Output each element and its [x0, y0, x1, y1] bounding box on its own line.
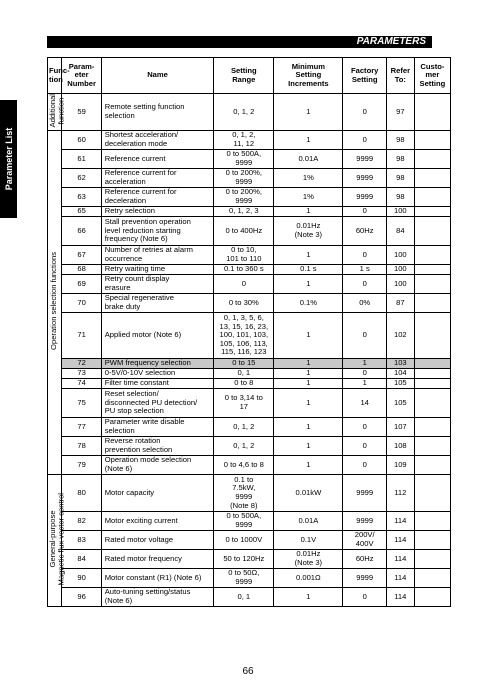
customer-setting — [414, 130, 450, 149]
factory-setting: 9999 — [343, 187, 386, 206]
param-number: 62 — [62, 168, 101, 187]
factory-setting: 0 — [343, 274, 386, 293]
refer-to: 98 — [386, 187, 414, 206]
table-row — [48, 130, 451, 149]
customer-setting — [414, 587, 450, 606]
param-number: 79 — [62, 455, 101, 474]
param-name: Rated motor voltage — [101, 530, 214, 549]
min-increment: 1 — [274, 130, 343, 149]
refer-to: 107 — [386, 417, 414, 436]
customer-setting — [414, 312, 450, 358]
factory-setting: 0 — [343, 245, 386, 264]
param-number: 74 — [62, 378, 101, 388]
factory-setting: 0 — [343, 417, 386, 436]
refer-to: 109 — [386, 455, 414, 474]
table-row — [48, 511, 451, 530]
param-name: Applied motor (Note 6) — [101, 312, 214, 358]
table-row — [48, 168, 451, 187]
col-customer-setting: Custo- mer Setting — [414, 58, 450, 94]
setting-range: 0 — [214, 274, 274, 293]
min-increment: 1 — [274, 455, 343, 474]
param-name: Motor exciting current — [101, 511, 214, 530]
refer-to: 114 — [386, 511, 414, 530]
param-name: PWM frequency selection — [101, 358, 214, 368]
setting-range: 0 to 10, 101 to 110 — [214, 245, 274, 264]
customer-setting — [414, 474, 450, 511]
customer-setting — [414, 378, 450, 388]
min-increment: 0.1V — [274, 530, 343, 549]
table-row — [48, 206, 451, 216]
group-operation-selection — [48, 130, 62, 474]
parameter-table — [47, 57, 451, 607]
param-name: Reference current for deceleration — [101, 187, 214, 206]
table-row — [48, 388, 451, 417]
min-increment: 1 — [274, 378, 343, 388]
factory-setting: 9999 — [343, 474, 386, 511]
param-number: 66 — [62, 216, 101, 245]
col-function: Func- tion — [48, 58, 62, 94]
customer-setting — [414, 368, 450, 378]
table-row — [48, 187, 451, 206]
col-name: Name — [101, 58, 214, 94]
param-number: 84 — [62, 549, 101, 568]
group-additional-function — [48, 94, 66, 131]
factory-setting: 14 — [343, 388, 386, 417]
refer-to: 105 — [386, 378, 414, 388]
param-name: Reset selection/ disconnected PU detection/ PU stop selection — [101, 388, 214, 417]
param-name: Reference current — [101, 149, 214, 168]
min-increment: 1 — [274, 312, 343, 358]
setting-range: 0, 1, 2, 3 — [214, 206, 274, 216]
section-header-bar — [47, 36, 432, 48]
table-row — [48, 149, 451, 168]
refer-to: 105 — [386, 388, 414, 417]
factory-setting: 0 — [343, 436, 386, 455]
factory-setting: 0 — [343, 587, 386, 606]
param-number: 61 — [62, 149, 101, 168]
refer-to: 100 — [386, 274, 414, 293]
setting-range: 0, 1, 2 — [214, 436, 274, 455]
param-name: Shortest acceleration/ deceleration mode — [101, 130, 214, 149]
customer-setting — [414, 94, 450, 131]
factory-setting: 9999 — [343, 149, 386, 168]
setting-range: 0, 1, 2 — [214, 94, 274, 131]
customer-setting — [414, 511, 450, 530]
refer-to: 98 — [386, 149, 414, 168]
param-name: Retry count display erasure — [101, 274, 214, 293]
refer-to: 114 — [386, 530, 414, 549]
setting-range: 0 to 8 — [214, 378, 274, 388]
table-row — [48, 436, 451, 455]
setting-range: 0.1 to 360 s — [214, 264, 274, 274]
side-tab-label: Parameter List — [3, 127, 14, 191]
factory-setting: 60Hz — [343, 216, 386, 245]
min-increment: 1 — [274, 274, 343, 293]
table-row — [48, 216, 451, 245]
param-number: 68 — [62, 264, 101, 274]
customer-setting — [414, 530, 450, 549]
param-name: Motor constant (R1) (Note 6) — [101, 568, 214, 587]
customer-setting — [414, 149, 450, 168]
min-increment: 1 — [274, 94, 343, 131]
refer-to: 102 — [386, 312, 414, 358]
table-row — [48, 368, 451, 378]
table-row — [48, 358, 451, 368]
table-row — [48, 568, 451, 587]
customer-setting — [414, 245, 450, 264]
factory-setting: 9999 — [343, 568, 386, 587]
setting-range: 0, 1 — [214, 587, 274, 606]
param-number: 67 — [62, 245, 101, 264]
table-row — [48, 417, 451, 436]
param-name: Reverse rotation prevention selection — [101, 436, 214, 455]
table-row — [48, 293, 451, 312]
refer-to: 87 — [386, 293, 414, 312]
customer-setting — [414, 206, 450, 216]
min-increment: 0.1% — [274, 293, 343, 312]
table-row — [48, 455, 451, 474]
min-increment: 1% — [274, 187, 343, 206]
setting-range: 50 to 120Hz — [214, 549, 274, 568]
customer-setting — [414, 388, 450, 417]
refer-to: 84 — [386, 216, 414, 245]
param-number: 96 — [62, 587, 101, 606]
table-row — [48, 264, 451, 274]
factory-setting: 0 — [343, 94, 386, 131]
param-name: Number of retries at alarm occurrence — [101, 245, 214, 264]
param-number: 83 — [62, 530, 101, 549]
table-row — [48, 312, 451, 358]
setting-range: 0 to 200%, 9999 — [214, 168, 274, 187]
refer-to: 103 — [386, 358, 414, 368]
param-number: 77 — [62, 417, 101, 436]
param-number: 90 — [62, 568, 101, 587]
setting-range: 0 to 50Ω, 9999 — [214, 568, 274, 587]
setting-range: 0 to 15 — [214, 358, 274, 368]
group-general-purpose-label: General-purpose Magnetic flux vector control — [48, 492, 66, 586]
customer-setting — [414, 293, 450, 312]
table-row — [48, 245, 451, 264]
min-increment: 0.01A — [274, 149, 343, 168]
factory-setting: 0 — [343, 312, 386, 358]
customer-setting — [414, 436, 450, 455]
setting-range: 0 to 500A, 9999 — [214, 149, 274, 168]
min-increment: 1 — [274, 368, 343, 378]
param-name: Auto-tuning setting/status (Note 6) — [101, 587, 214, 606]
setting-range: 0, 1, 3, 5, 6, 13, 15, 16, 23, 100, 101, 103, 105, 106, 113, 115, 116, 123 — [214, 312, 274, 358]
setting-range: 0, 1 — [214, 368, 274, 378]
min-increment: 1 — [274, 436, 343, 455]
table-row — [48, 474, 451, 511]
page-number: 66 — [242, 666, 254, 677]
customer-setting — [414, 455, 450, 474]
customer-setting — [414, 417, 450, 436]
min-increment: 1 — [274, 587, 343, 606]
refer-to: 97 — [386, 94, 414, 131]
param-name: 0-5V/0-10V selection — [101, 368, 214, 378]
param-name: Retry selection — [101, 206, 214, 216]
param-number: 63 — [62, 187, 101, 206]
param-number: 69 — [62, 274, 101, 293]
param-name: Rated motor frequency — [101, 549, 214, 568]
factory-setting: 1 — [343, 378, 386, 388]
group-additional-function-label: Additional function — [48, 94, 66, 128]
param-number: 78 — [62, 436, 101, 455]
min-increment: 0.01Hz (Note 3) — [274, 549, 343, 568]
refer-to: 108 — [386, 436, 414, 455]
setting-range: 0, 1, 2 — [214, 417, 274, 436]
table-row — [48, 274, 451, 293]
min-increment: 0.001Ω — [274, 568, 343, 587]
min-increment: 1% — [274, 168, 343, 187]
factory-setting: 1 s — [343, 264, 386, 274]
min-increment: 1 — [274, 206, 343, 216]
factory-setting: 200V/ 400V — [343, 530, 386, 549]
param-number: 70 — [62, 293, 101, 312]
side-tab — [0, 100, 17, 218]
param-number: 71 — [62, 312, 101, 358]
setting-range: 0.1 to 7.5kW, 9999 (Note 8) — [214, 474, 274, 511]
col-setting-range: Setting Range — [214, 58, 274, 94]
factory-setting: 0% — [343, 293, 386, 312]
min-increment: 0.01kW — [274, 474, 343, 511]
param-name: Parameter write disable selection — [101, 417, 214, 436]
factory-setting: 60Hz — [343, 549, 386, 568]
setting-range: 0 to 400Hz — [214, 216, 274, 245]
param-number: 80 — [62, 474, 101, 511]
refer-to: 114 — [386, 587, 414, 606]
group-general-purpose — [48, 474, 66, 606]
customer-setting — [414, 216, 450, 245]
min-increment: 1 — [274, 245, 343, 264]
setting-range: 0 to 1000V — [214, 530, 274, 549]
setting-range: 0 to 4,6 to 8 — [214, 455, 274, 474]
param-name: Remote setting function selection — [101, 94, 214, 131]
param-name: Reference current for acceleration — [101, 168, 214, 187]
param-name: Operation mode selection (Note 6) — [101, 455, 214, 474]
refer-to: 100 — [386, 206, 414, 216]
min-increment: 1 — [274, 417, 343, 436]
table-row — [48, 549, 451, 568]
customer-setting — [414, 264, 450, 274]
setting-range: 0 to 200%, 9999 — [214, 187, 274, 206]
refer-to: 98 — [386, 168, 414, 187]
customer-setting — [414, 358, 450, 368]
refer-to: 98 — [386, 130, 414, 149]
refer-to: 114 — [386, 568, 414, 587]
refer-to: 100 — [386, 264, 414, 274]
param-name: Filter time constant — [101, 378, 214, 388]
factory-setting: 9999 — [343, 168, 386, 187]
customer-setting — [414, 568, 450, 587]
param-number: 60 — [62, 130, 101, 149]
group-operation-selection-label: Operation selection functions — [49, 252, 59, 351]
param-number: 59 — [62, 94, 101, 131]
customer-setting — [414, 168, 450, 187]
min-increment: 1 — [274, 358, 343, 368]
table-row — [48, 378, 451, 388]
col-refer-to: Refer To: — [386, 58, 414, 94]
setting-range: 0, 1, 2, 11, 12 — [214, 130, 274, 149]
section-title: PARAMETERS — [356, 36, 426, 47]
col-factory-setting: Factory Setting — [343, 58, 386, 94]
param-number: 73 — [62, 368, 101, 378]
param-name: Retry waiting time — [101, 264, 214, 274]
setting-range: 0 to 3,14 to 17 — [214, 388, 274, 417]
refer-to: 112 — [386, 474, 414, 511]
header-row — [48, 58, 451, 94]
param-number: 82 — [62, 511, 101, 530]
refer-to: 100 — [386, 245, 414, 264]
col-min-increments: Minimum Setting Increments — [274, 58, 343, 94]
customer-setting — [414, 274, 450, 293]
min-increment: 1 — [274, 388, 343, 417]
factory-setting: 1 — [343, 358, 386, 368]
table-row — [48, 94, 451, 131]
param-name: Motor capacity — [101, 474, 214, 511]
param-number: 72 — [62, 358, 101, 368]
customer-setting — [414, 187, 450, 206]
refer-to: 104 — [386, 368, 414, 378]
table-row — [48, 587, 451, 606]
factory-setting: 9999 — [343, 511, 386, 530]
param-name: Stall prevention operation level reduction starting frequency (Note 6) — [101, 216, 214, 245]
min-increment: 0.1 s — [274, 264, 343, 274]
min-increment: 0.01A — [274, 511, 343, 530]
factory-setting: 0 — [343, 130, 386, 149]
setting-range: 0 to 500A, 9999 — [214, 511, 274, 530]
factory-setting: 0 — [343, 368, 386, 378]
param-number: 65 — [62, 206, 101, 216]
setting-range: 0 to 30% — [214, 293, 274, 312]
min-increment: 0.01Hz (Note 3) — [274, 216, 343, 245]
factory-setting: 0 — [343, 455, 386, 474]
param-name: Special regenerative brake duty — [101, 293, 214, 312]
customer-setting — [414, 549, 450, 568]
col-param-number: Param- eter Number — [62, 58, 101, 94]
param-number: 75 — [62, 388, 101, 417]
factory-setting: 0 — [343, 206, 386, 216]
table-row — [48, 530, 451, 549]
refer-to: 114 — [386, 549, 414, 568]
